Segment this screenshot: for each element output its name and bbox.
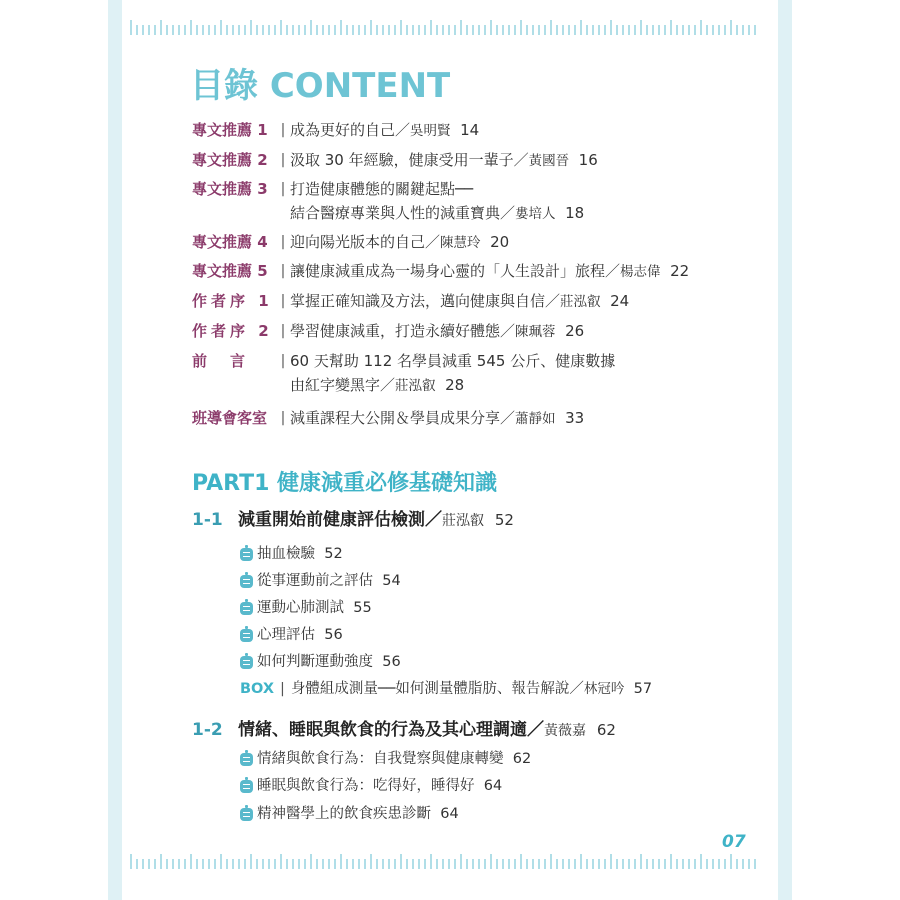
toc-entry[interactable] [192, 319, 584, 344]
entry-author: 陳慧玲 [440, 235, 481, 251]
clipboard-icon [240, 629, 253, 642]
entry-title: 減重課程大公開＆學員成果分享／ [290, 409, 516, 427]
list-item[interactable] [240, 775, 502, 797]
entry-label: 作者序 1 [192, 292, 273, 310]
entry-author: 黃國晉 [528, 153, 570, 169]
item-page: 55 [353, 600, 372, 616]
separator: | [280, 353, 286, 369]
item-text: 抽血檢驗 [257, 546, 315, 562]
separator: | [280, 293, 286, 309]
section-number: 1-1 [192, 510, 223, 530]
list-item[interactable] [240, 748, 531, 770]
clipboard-icon [240, 656, 253, 669]
separator: | [280, 152, 286, 168]
entry-author: 莊泓叡 [395, 378, 436, 394]
item-text: 情緒與飲食行為：自我覺察與健康轉變 [257, 751, 504, 767]
entry-label: 專文推薦 3 [192, 180, 268, 198]
list-item[interactable] [240, 803, 459, 825]
clipboard-icon [240, 808, 253, 821]
clipboard-icon [240, 753, 253, 766]
item-page: 64 [440, 806, 459, 822]
toc-entry[interactable] [192, 118, 479, 143]
item-page: 54 [382, 573, 401, 589]
item-text: 心理評估 [257, 627, 315, 643]
ruler-decoration-bottom [130, 852, 756, 872]
separator: | [280, 323, 286, 339]
entry-page: 18 [565, 204, 585, 222]
section-author: 莊泓叡 [442, 513, 484, 529]
list-item[interactable] [240, 624, 343, 646]
toc-entry[interactable] [192, 148, 598, 173]
list-item[interactable] [240, 597, 372, 619]
section-title: 減重開始前健康評估檢測／ [238, 510, 442, 530]
entry-page: 33 [565, 409, 585, 427]
toc-entry[interactable] [192, 259, 689, 284]
separator: | [280, 181, 286, 197]
entry-title: 汲取 30 年經驗，健康受用一輩子／ [290, 151, 529, 169]
box-text: 身體組成測量──如何測量體脂肪、報告解說／ [290, 681, 584, 697]
entry-title-line2: 結合醫療專業與人性的減重寶典／ [290, 204, 516, 222]
toc-entry[interactable] [192, 230, 509, 255]
page-title: 目錄 CONTENT [190, 66, 451, 106]
section-heading[interactable] [192, 718, 616, 743]
section-author: 黃薇嘉 [544, 723, 586, 739]
toc-entry[interactable] [192, 289, 629, 314]
entry-label: 作者序 2 [192, 322, 273, 340]
entry-title: 成為更好的自己／ [290, 121, 411, 139]
separator: | [280, 681, 285, 697]
separator: | [280, 122, 286, 138]
toc-entry[interactable] [192, 349, 615, 398]
clipboard-icon [240, 780, 253, 793]
section-heading[interactable] [192, 508, 514, 533]
clipboard-icon [240, 548, 253, 561]
section-title: 情緒、睡眠與飲食的行為及其心理調適／ [238, 720, 544, 740]
toc-entry[interactable] [192, 406, 584, 431]
entry-title: 掌握正確知識及方法，邁向健康與自信／ [290, 292, 561, 310]
entry-title-line1: 打造健康體態的關鍵起點── [290, 180, 474, 198]
separator: | [280, 263, 286, 279]
section-page: 52 [494, 511, 514, 529]
entry-author: 楊志偉 [620, 264, 661, 280]
entry-author: 蕭靜如 [515, 411, 556, 427]
entry-title: 學習健康減重，打造永續好體態／ [290, 322, 516, 340]
item-text: 精神醫學上的飲食疾患診斷 [257, 806, 431, 822]
entry-label: 專文推薦 4 [192, 233, 268, 251]
box-label: BOX [240, 681, 275, 697]
box-page: 57 [633, 681, 653, 697]
ruler-decoration-top [130, 18, 756, 38]
page-number: 07 [722, 832, 746, 852]
item-text: 運動心肺測試 [257, 600, 344, 616]
separator: | [280, 234, 286, 250]
section-page: 62 [596, 721, 616, 739]
item-page: 62 [512, 751, 532, 767]
item-page: 56 [382, 654, 401, 670]
entry-page: 20 [490, 233, 510, 251]
entry-title: 讓健康減重成為一場身心靈的「人生設計」旅程／ [290, 262, 621, 280]
entry-page: 28 [445, 376, 465, 394]
entry-author: 陳珮蓉 [515, 324, 556, 340]
item-text: 睡眠與飲食行為：吃得好，睡得好 [257, 778, 475, 794]
section-number: 1-2 [192, 720, 223, 740]
entry-page: 14 [460, 121, 480, 139]
clipboard-icon [240, 575, 253, 588]
item-text: 從事運動前之評估 [257, 573, 373, 589]
separator: | [280, 410, 286, 426]
entry-page: 22 [670, 262, 690, 280]
entry-page: 26 [565, 322, 585, 340]
entry-title: 迎向陽光版本的自己／ [290, 233, 441, 251]
item-page: 64 [483, 778, 503, 794]
toc-entry[interactable] [192, 177, 584, 226]
entry-label: 專文推薦 2 [192, 151, 268, 169]
entry-author: 婁培人 [515, 206, 556, 222]
part-title: PART1 健康減重必修基礎知識 [192, 471, 498, 496]
list-item[interactable] [240, 651, 401, 673]
entry-author: 莊泓叡 [560, 294, 601, 310]
entry-page: 24 [610, 292, 630, 310]
entry-label: 前 言 [192, 352, 250, 370]
list-item[interactable] [240, 543, 343, 565]
entry-page: 16 [578, 151, 598, 169]
item-page: 56 [324, 627, 343, 643]
entry-label: 專文推薦 5 [192, 262, 268, 280]
item-text: 如何判斷運動強度 [257, 654, 373, 670]
box-item[interactable] [240, 678, 652, 700]
list-item[interactable] [240, 570, 401, 592]
entry-label: 班導會客室 [192, 409, 268, 427]
entry-title-line2: 由紅字變黑字／ [290, 376, 396, 394]
item-page: 52 [324, 546, 343, 562]
entry-label: 專文推薦 1 [192, 121, 268, 139]
entry-author: 吳明賢 [410, 123, 451, 139]
box-author: 林冠吟 [583, 681, 625, 697]
entry-title-line1: 60 天幫助 112 名學員減重 545 公斤、健康數據 [290, 352, 616, 370]
clipboard-icon [240, 602, 253, 615]
